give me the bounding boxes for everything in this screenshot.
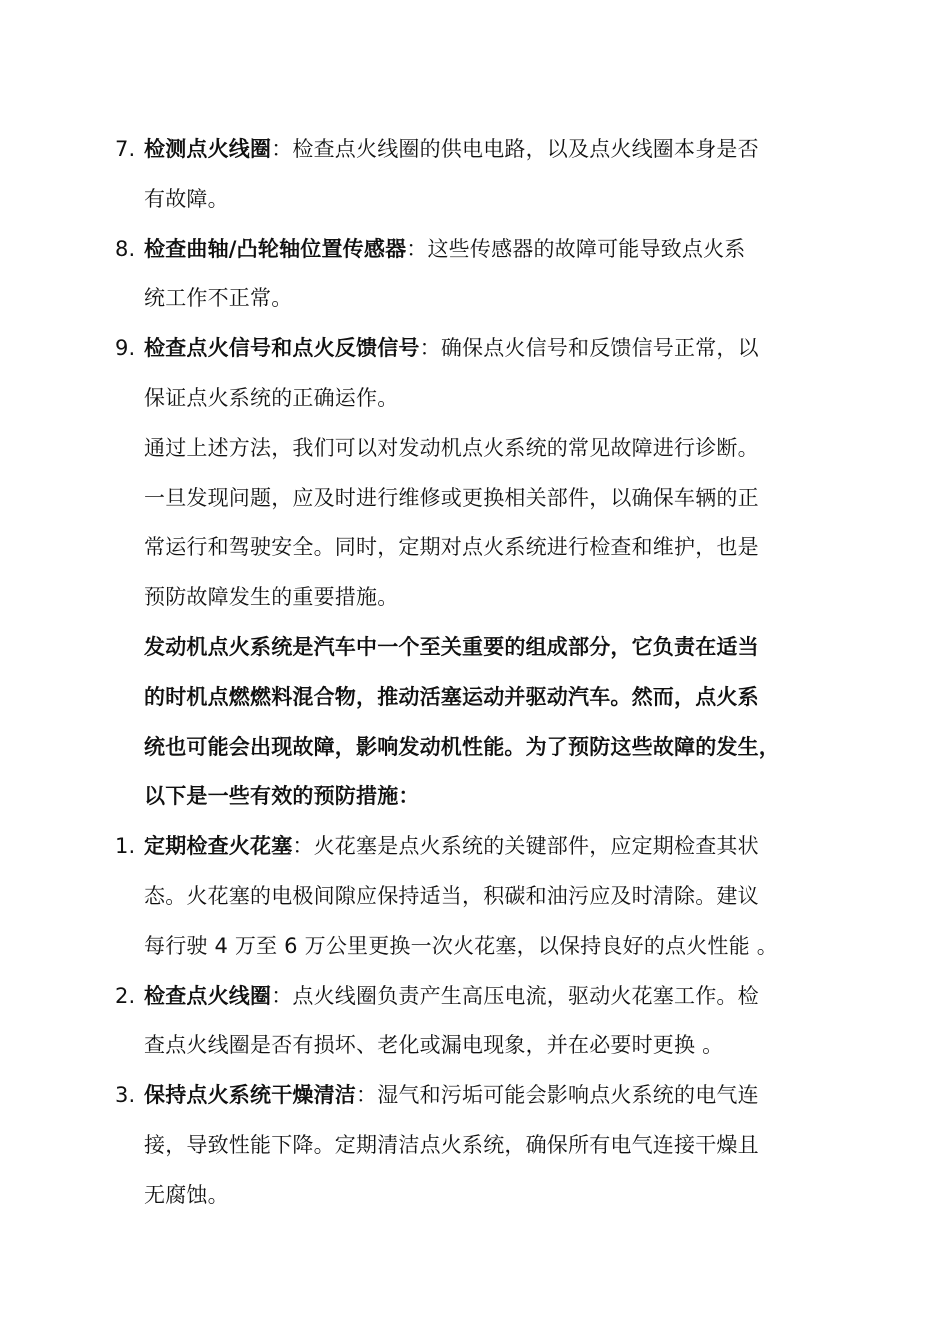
paragraph-line: 预防故障发生的重要措施。 [144, 585, 399, 610]
list-item-text: 点火线圈负责产生高压电流，驱动火花塞工作。检 [292, 983, 759, 1008]
list-item-continuation [0, 872, 950, 922]
list-item-continuation [0, 1021, 950, 1071]
list-item [0, 1071, 950, 1121]
separator: ： [271, 983, 293, 1008]
list-item-text: 接，导致性能下降。定期清洁点火系统，确保所有电气连接干燥且 [144, 1132, 759, 1157]
list-item-text: 湿气和污垢可能会影响点火系统的电气连 [377, 1083, 759, 1108]
list-number: 2. [115, 983, 136, 1008]
paragraph-line: 一旦发现问题，应及时进行维修或更换相关部件，以确保车辆的正 [144, 485, 759, 510]
list-item-text: 保证点火系统的正确运作。 [144, 385, 399, 410]
list-item-text: 这些传感器的故障可能导致点火系 [427, 236, 746, 261]
separator: ： [271, 137, 293, 161]
list-item [0, 125, 950, 175]
bold-paragraph-line: 以下是一些有效的预防措施： [144, 784, 420, 809]
bold-paragraph-line: 发动机点火系统是汽车中一个至关重要的组成部分，它负责在适当 [144, 634, 759, 659]
list-item-text: 确保点火信号和反馈信号正常，以 [440, 336, 759, 361]
list-item-text: 检查点火线圈的供电电路，以及点火线圈本身是否 [292, 137, 759, 161]
list-item [0, 324, 950, 374]
paragraph-line: 常运行和驾驶安全。同时，定期对点火系统进行检查和维护，也是 [144, 535, 759, 560]
list-item [0, 225, 950, 275]
list-number: 1. [115, 834, 136, 859]
separator: ： [292, 834, 314, 859]
list-number: 9. [115, 336, 136, 361]
list-item-text: 查点火线圈是否有损坏、老化或漏电现象，并在必要时更换 。 [144, 1033, 724, 1058]
list-item-text: 无腐蚀。 [144, 1182, 229, 1207]
list-item-continuation [0, 1121, 950, 1171]
bold-paragraph-line: 的时机点燃燃料混合物，推动活塞运动并驱动汽车。然而，点火系 [144, 684, 759, 709]
bold-paragraph-line: 统也可能会出现故障，影响发动机性能。为了预防这些故障的发生， [144, 734, 780, 759]
list-item-continuation [0, 922, 950, 972]
separator: ： [406, 236, 428, 261]
list-item-continuation [0, 175, 950, 225]
list-item-title: 检查曲轴/凸轮轴位置传感器 [144, 236, 407, 261]
separator: ： [419, 336, 441, 361]
list-number: 7. [115, 137, 136, 161]
list-item-continuation [0, 274, 950, 324]
list-item-title: 检查点火线圈 [144, 983, 272, 1008]
list-item-title: 定期检查火花塞 [144, 834, 293, 859]
list-item-text: 态。火花塞的电极间隙应保持适当，积碳和油污应及时清除。建议 [144, 883, 759, 908]
separator: ： [356, 1083, 378, 1108]
list-item-text: 统工作不正常。 [144, 286, 293, 311]
list-number: 3. [115, 1083, 136, 1108]
list-item-title: 检查点火信号和点火反馈信号 [144, 336, 420, 361]
list-item-title: 保持点火系统干燥清洁 [144, 1083, 356, 1108]
list-item-continuation [0, 374, 950, 424]
list-item [0, 822, 950, 872]
list-item-title: 检测点火线圈 [144, 137, 272, 161]
document-page [0, 125, 950, 1221]
paragraph-line: 通过上述方法，我们可以对发动机点火系统的常见故障进行诊断。 [144, 435, 759, 460]
list-item-continuation [0, 1171, 950, 1221]
list-item-text: 每行驶 4 万至 6 万公里更换一次火花塞，以保持良好的点火性能 。 [144, 933, 778, 958]
list-item [0, 972, 950, 1022]
list-item-text: 有故障。 [144, 186, 229, 211]
list-number: 8. [115, 236, 136, 261]
list-item-text: 火花塞是点火系统的关键部件，应定期检查其状 [313, 834, 759, 859]
